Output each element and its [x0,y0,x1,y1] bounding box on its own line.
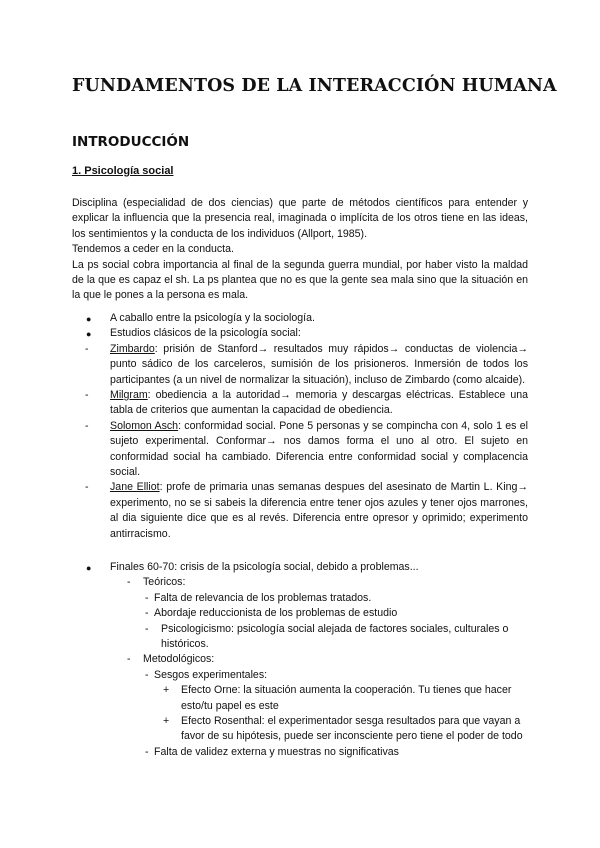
sesgos-label: - Sesgos experimentales: [72,668,528,683]
study-text: : obediencia a la autoridad→ memoria y descargas eléctricas. Establece una tabla de criterios que aumentan la capacidad de obediencia. [110,389,528,417]
study-name: Solomon Asch [110,419,179,432]
study-name: Milgram [110,389,148,402]
dash-marker: - [145,745,149,758]
dash-marker: - [127,653,131,666]
study-milgram [72,388,528,419]
plus-marker: + [163,684,170,697]
teoricos-label: - Teóricos: [72,575,528,590]
list-item: - Psicologicismo: psicología social alejada de factores sociales, culturales o históricos. [145,622,509,651]
definition-paragraph: Disciplina (especialidad de dos ciencias) que parte de métodos científicos para entender y explicar la influencia que la presencia real, imaginada o implícita de los otros tiene en las ideas, los sentimientos y la conducta de los individuos (Allport, 1985). [72,197,528,240]
bullet-marker: ● [86,314,92,324]
crisis-list [72,560,528,760]
history-paragraph: La ps social cobra importancia al final de la segunda guerra mundial, por haber visto la maldad de la que es capaz el sh. La ps plantea que no es que la gente sea mala sino que la situación en la que le pones a la persona es mala. [72,258,528,302]
bullet-marker: ● [86,329,92,340]
section-heading: INTRODUCCIÓN [72,134,190,150]
study-text: : profe de primaria unas semanas despues del asesinato de Martin L. King→ experimento, no se si sabeis la diferencia entre tener ojos azules y tener ojos marrones, al dia siguiente dice que es al revés. Diferencia entre opresor y oprimido; experimento antirracismo. [110,481,528,540]
list-item: - Falta de relevancia de los problemas tratados. [72,591,528,606]
metodologicos-label: - Metodológicos: [72,652,528,667]
plus-marker: + [163,715,170,728]
list-item: ● Finales 60-70: crisis de la psicología social, debido a problemas... [72,560,528,575]
list-item: + Efecto Orne: la situación aumenta la cooperación. Tu tienes que hacer esto/tu papel es este [163,684,512,712]
intro-line: Tendemos a ceder en la conducta. [72,243,234,256]
intro-text [72,196,528,304]
dash-marker: - [145,607,149,620]
dash-marker: - [145,668,149,681]
list-item: - Falta de validez externa y muestras no significativas [72,745,528,760]
dash-marker: - [85,419,89,432]
dash-marker: - [145,622,149,635]
list-item: + Efecto Rosenthal: el experimentador sesga resultados para que vayan a favor de su hipótesis, puede ser inconsciente pero tiene el poder de todo [163,715,523,743]
bullet-marker: ● [86,563,92,573]
document-title: FUNDAMENTOS DE LA INTERACCIÓN HUMANA [72,76,557,96]
dash-marker: - [127,576,131,589]
dash-marker: - [85,342,89,355]
subsection-heading: 1. Psicología social [72,165,174,177]
study-elliot [72,480,528,542]
dash-marker: - [85,389,89,402]
studies-list [72,311,528,542]
study-name: Zimbardo [110,342,155,355]
list-item: - Abordaje reduccionista de los problemas de estudio [72,606,528,621]
study-asch [72,419,528,481]
study-name: Jane Elliot [110,481,160,494]
dash-marker: - [85,481,89,494]
list-item: ● A caballo entre la psicología y la sociología. [72,311,528,326]
list-item: ● Estudios clásicos de la psicología social: [72,326,528,341]
study-text: : prisión de Stanford→ resultados muy rápidos→ conductas de violencia→ punto sádico de los carceleros, sumisión de los prisioneros. Inmersión de todos los participantes (a un nivel de normalizar la situación), incluso de Zimbardo (como alcaide). [110,342,528,386]
study-zimbardo [72,342,528,388]
study-text: : conformidad social. Pone 5 personas y se compincha con 4, solo 1 es el sujeto experimental. Conformar→ nos damos forma el uno al otro. El sujeto en conformidad social ha cambiado. Diferencia entre conformidad social y complacencia social. [110,419,528,479]
dash-marker: - [145,591,149,604]
